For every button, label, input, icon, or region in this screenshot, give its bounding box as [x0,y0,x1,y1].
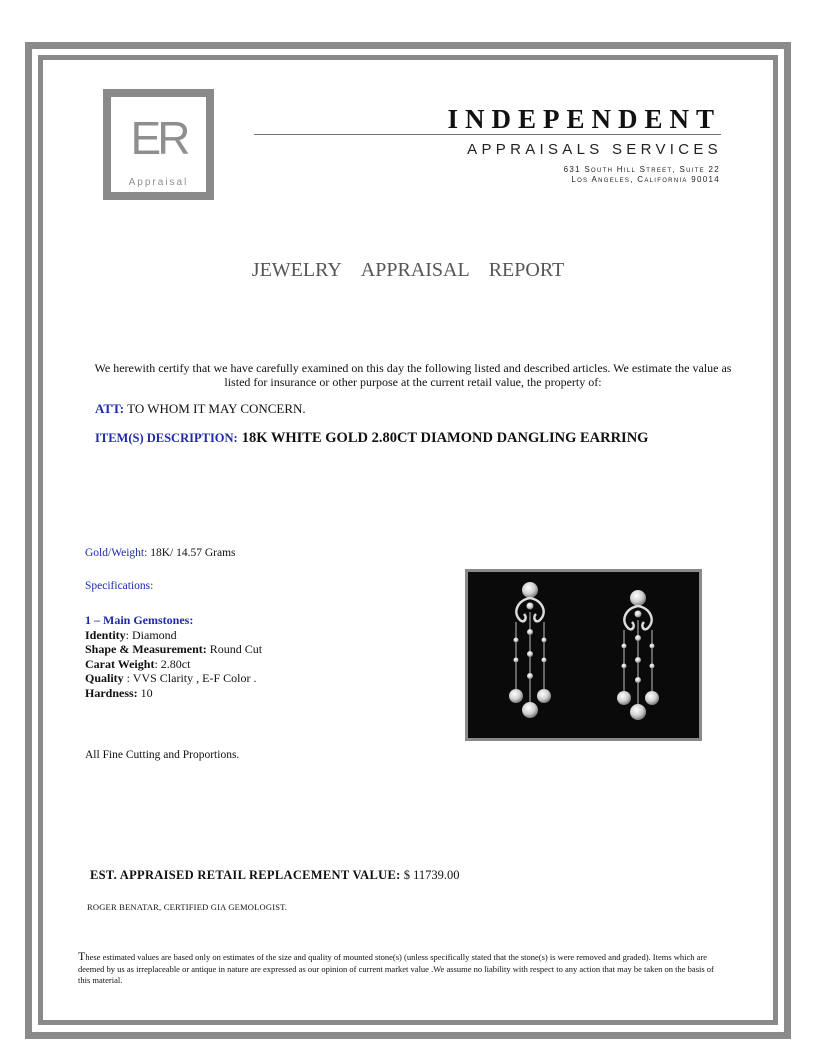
attention-label: ATT: [95,401,125,416]
gemstone-details [85,613,262,700]
item-description-label: ITEM(S) DESCRIPTION: [95,431,238,445]
company-logo [103,89,214,200]
report-title-word: APPRAISAL [360,259,470,281]
identity-value: : Diamond [125,627,177,642]
shape-row [85,642,262,657]
gold-weight-label: Gold/Weight: [85,547,148,559]
item-description-value: 18K WHITE GOLD 2.80CT DIAMOND DANGLING EARRING [241,430,649,446]
report-title-word: JEWELRY [251,259,342,281]
quality-value: : VVS Clarity , E-F Color . [126,671,257,685]
appraised-value-amount: $ 11739.00 [403,868,460,882]
report-title-word: REPORT [488,259,565,281]
attention-line [95,401,306,417]
gold-weight [85,547,236,559]
report-title [0,259,816,282]
specifications-label: Specifications: [85,580,154,592]
hardness-row [85,686,262,701]
appraised-value [90,868,460,883]
earring-photo [465,569,702,741]
logo-mark: ER [130,112,187,164]
disclaimer [78,951,718,987]
cutting-note: All Fine Cutting and Proportions. [85,749,240,761]
quality-row [85,671,262,686]
gemologist-signature-line: ROGER BENATAR, CERTIFIED GIA GEMOLOGIST. [87,902,288,912]
address-line-2: Los Angeles, California 90014 [571,175,720,184]
disclaimer-initial: T [78,949,86,963]
company-subtitle: APPRAISALS SERVICES [467,141,722,158]
shape-label: Shape & Measurement: [85,642,207,656]
certification-text: We herewith certify that we have carefully examined on this day the following listed and described articles. We estimate the value as listed for insurance or other purpose at the current retail value, the property of: [94,361,732,389]
right-earring [617,590,659,720]
carat-row [85,657,262,672]
earring-illustration [468,572,699,738]
carat-value: : 2.80ct [154,656,191,671]
company-name: INDEPENDENT [447,104,721,134]
left-earring [509,582,551,718]
shape-value: Round Cut [209,642,263,656]
identity-label: Identity [85,627,126,642]
logo-subtitle: Appraisal [128,177,189,188]
gold-weight-value: 18K/ 14.57 Grams [150,547,236,559]
quality-label: Quality [85,671,124,685]
gemstone-heading: 1 – Main Gemstones: [85,613,194,627]
hardness-value: 10 [140,685,153,700]
attention-value: TO WHOM IT MAY CONCERN. [127,401,306,416]
item-description [95,429,648,447]
address-line-1: 631 South Hill Street, Suite 22 [563,165,720,174]
carat-label: Carat Weight [85,656,155,671]
disclaimer-text: hese estimated values are based only on estimates of the size and quality of mounted stone(s) (unless specifically stated that the stone(s) is were removed and graded). Items which are deemed by us as irreplaceable or antique in nature are expressed as our opinion of current market value .We assume no liability with respect to any action that may be taken on the basis of this material. [78,952,714,985]
appraised-value-label: EST. APPRAISED RETAIL REPLACEMENT VALUE: [90,868,401,882]
hardness-label: Hardness: [85,685,138,700]
identity-row [85,628,262,643]
